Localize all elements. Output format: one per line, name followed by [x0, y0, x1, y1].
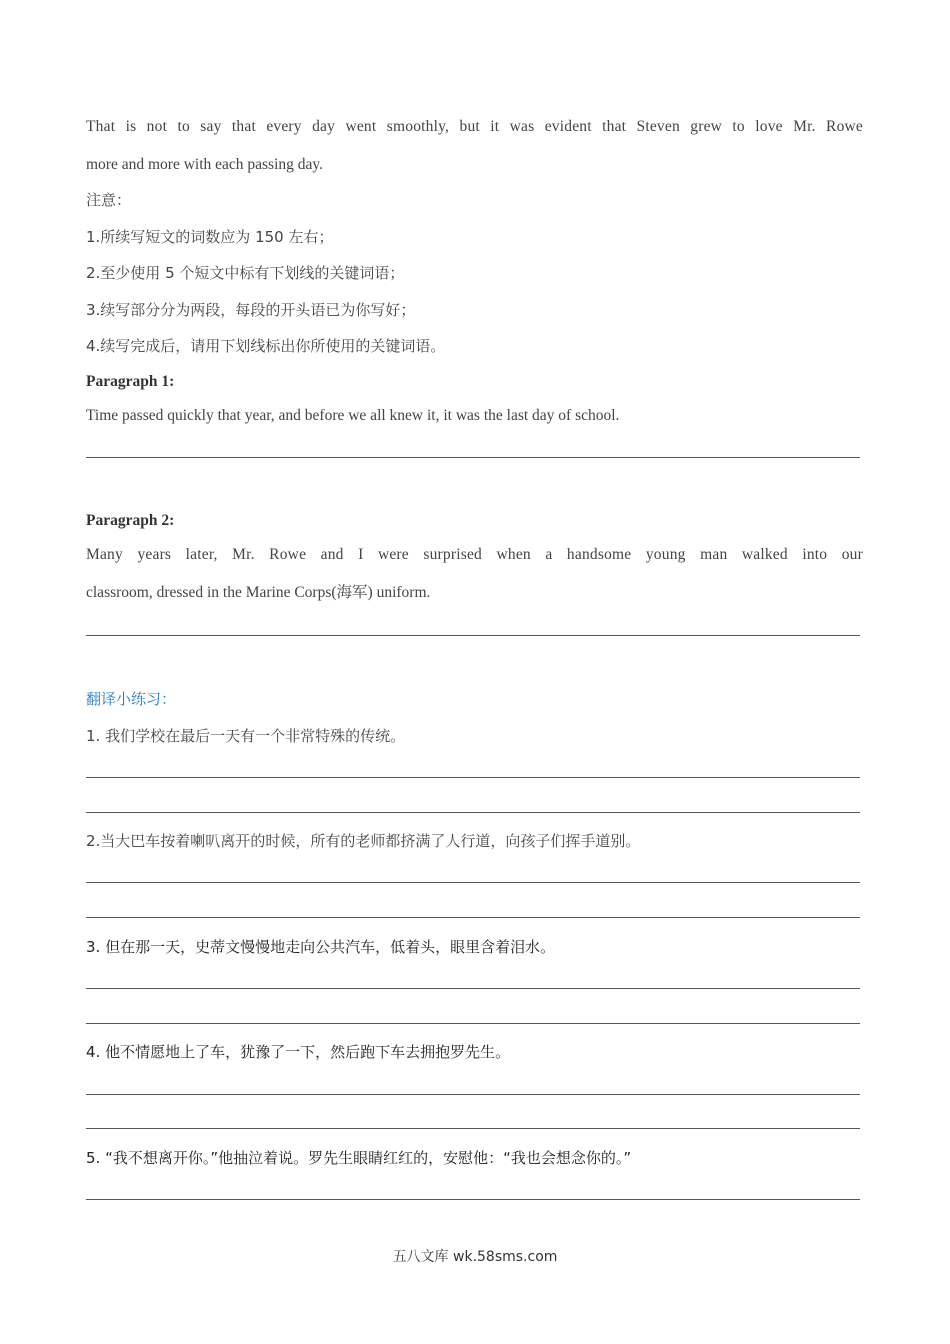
story-line-2: more and more with each passing day. — [86, 156, 324, 173]
answer-line-t2b[interactable] — [86, 917, 860, 918]
translation-item-1: 1. 我们学校在最后一天有一个非常特殊的传统。 — [86, 727, 406, 745]
paragraph2-label: Paragraph 2: — [86, 512, 175, 529]
answer-line-p1[interactable] — [86, 457, 860, 458]
paragraph1-label: Paragraph 1: — [86, 373, 175, 390]
answer-line-t4b[interactable] — [86, 1128, 860, 1129]
note-item-1: 1.所续写短文的词数应为 150 左右； — [86, 228, 334, 246]
translation-item-5: 5. “我不想离开你。”他抽泣着说。罗先生眼睛红红的，安慰他：“我也会想念你的。” — [86, 1149, 632, 1167]
story-line-1: That is not to say that every day went smoothly, but it was evident that Steven grew to love Mr. Rowe — [86, 118, 863, 135]
answer-line-t1b[interactable] — [86, 812, 860, 813]
note-item-3: 3.续写部分分为两段，每段的开头语已为你写好； — [86, 301, 416, 319]
translation-heading: 翻译小练习： — [86, 690, 177, 708]
answer-line-t1a[interactable] — [86, 777, 860, 778]
answer-line-t5[interactable] — [86, 1199, 860, 1200]
paragraph1-opening: Time passed quickly that year, and before we all knew it, it was the last day of school. — [86, 407, 620, 424]
answer-line-t4a[interactable] — [86, 1094, 860, 1095]
note-item-2: 2.至少使用 5 个短文中标有下划线的关键词语； — [86, 264, 405, 282]
footer-watermark: 五八文库 wk.58sms.com — [392, 1249, 558, 1265]
answer-line-p2[interactable] — [86, 635, 860, 636]
notes-heading: 注意： — [86, 191, 132, 209]
note-item-4: 4.续写完成后，请用下划线标出你所使用的关键词语。 — [86, 337, 446, 355]
paragraph2-opening-line-2: classroom, dressed in the Marine Corps(海军) uniform. — [86, 584, 431, 601]
answer-line-t2a[interactable] — [86, 882, 860, 883]
paragraph2-opening-line-1: Many years later, Mr. Rowe and I were surprised when a handsome young man walked into our — [86, 546, 863, 563]
translation-item-2: 2.当大巴车按着喇叭离开的时候，所有的老师都挤满了人行道，向孩子们挥手道别。 — [86, 832, 641, 850]
translation-item-4: 4. 他不情愿地上了车，犹豫了一下，然后跑下车去拥抱罗先生。 — [86, 1043, 511, 1061]
answer-line-t3b[interactable] — [86, 1023, 860, 1024]
answer-line-t3a[interactable] — [86, 988, 860, 989]
translation-item-3: 3. 但在那一天，史蒂文慢慢地走向公共汽车，低着头，眼里含着泪水。 — [86, 938, 556, 956]
